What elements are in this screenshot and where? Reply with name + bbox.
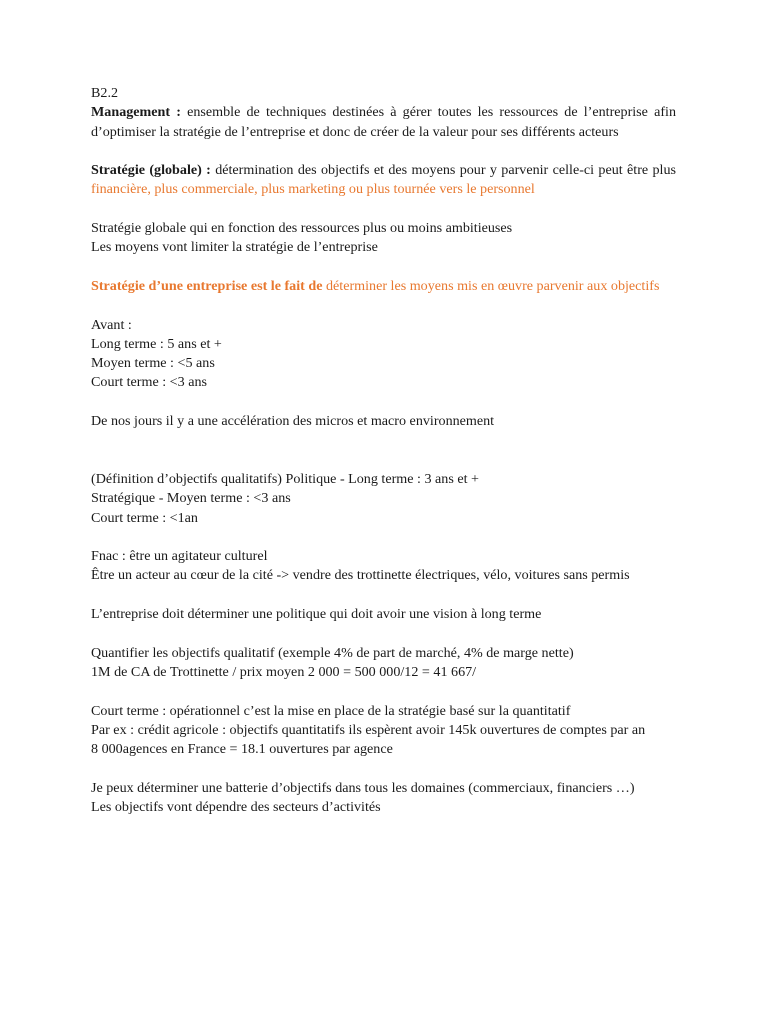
secteurs-line: Les objectifs vont dépendre des secteurs d’activités xyxy=(91,798,381,815)
definition-line: Stratégique - Moyen terme : <3 ans xyxy=(91,490,291,507)
credit-agricole-paragraph: Par ex : crédit agricole : objectifs quantitatifs ils espèrent avoir 145k ouvertures de comptes par an xyxy=(91,721,646,738)
strategie-globale-term: Stratégie (globale) : xyxy=(91,162,211,179)
avant-line: Moyen terme : <5 ans xyxy=(91,355,215,372)
avant-line: Court terme : <3 ans xyxy=(91,374,207,391)
politique-line: L’entreprise doit déterminer une politique qui doit avoir une vision à long terme xyxy=(91,606,542,623)
fnac-line: Fnac : être un agitateur culturel xyxy=(91,548,268,565)
avant-line: Avant : xyxy=(91,316,132,333)
court-terme-line: Court terme : opérationnel c’est la mise en place de la stratégie basé sur la quantitatif xyxy=(91,702,571,719)
fnac-paragraph: Être un acteur au cœur de la cité -> vendre des trottinette électriques, vélo, voitures sans permis xyxy=(91,567,630,584)
globale-line: Les moyens vont limiter la stratégie de l’entreprise xyxy=(91,239,378,256)
strategie-entreprise-text: déterminer les moyens mis en œuvre parvenir aux objectifs xyxy=(322,277,660,294)
quantifier-line: 1M de CA de Trottinette / prix moyen 2 000 = 500 000/12 = 41 667/ xyxy=(91,663,477,680)
definition-line: (Définition d’objectifs qualitatifs) Politique - Long terme : 3 ans et + xyxy=(91,470,479,487)
definition-line: Court terme : <1an xyxy=(91,509,198,526)
management-text: ensemble de techniques destinées à gérer toutes les ressources de l’entreprise afin d’optimiser la stratégie de l’entreprise et donc de créer de la valeur pour ses différents acteurs xyxy=(91,104,676,140)
batterie-paragraph: Je peux déterminer une batterie d’objectifs dans tous les domaines (commerciaux, financiers …) xyxy=(91,779,635,796)
document-code: B2.2 xyxy=(91,85,119,101)
quantifier-line: Quantifier les objectifs qualitatif (exemple 4% de part de marché, 4% de marge nette) xyxy=(91,644,574,661)
strategie-globale-definition xyxy=(91,161,676,200)
strategie-globale-text: détermination des objectifs et des moyens pour y parvenir celle-ci peut être plus xyxy=(210,162,676,179)
strategie-entreprise-definition xyxy=(91,277,676,296)
strategie-globale-highlight: financière, plus commerciale, plus marketing ou plus tournée vers le personnel xyxy=(91,181,535,198)
avant-line: Long terme : 5 ans et + xyxy=(91,335,222,352)
strategie-entreprise-term: Stratégie d’une entreprise est le fait de xyxy=(91,277,323,294)
globale-line: Stratégie globale qui en fonction des ressources plus ou moins ambitieuses xyxy=(91,220,513,237)
agences-line: 8 000agences en France = 18.1 ouvertures par agence xyxy=(91,741,393,758)
acceleration-line: De nos jours il y a une accélération des micros et macro environnement xyxy=(91,413,495,430)
management-definition xyxy=(91,103,676,142)
management-term: Management : xyxy=(91,104,181,121)
